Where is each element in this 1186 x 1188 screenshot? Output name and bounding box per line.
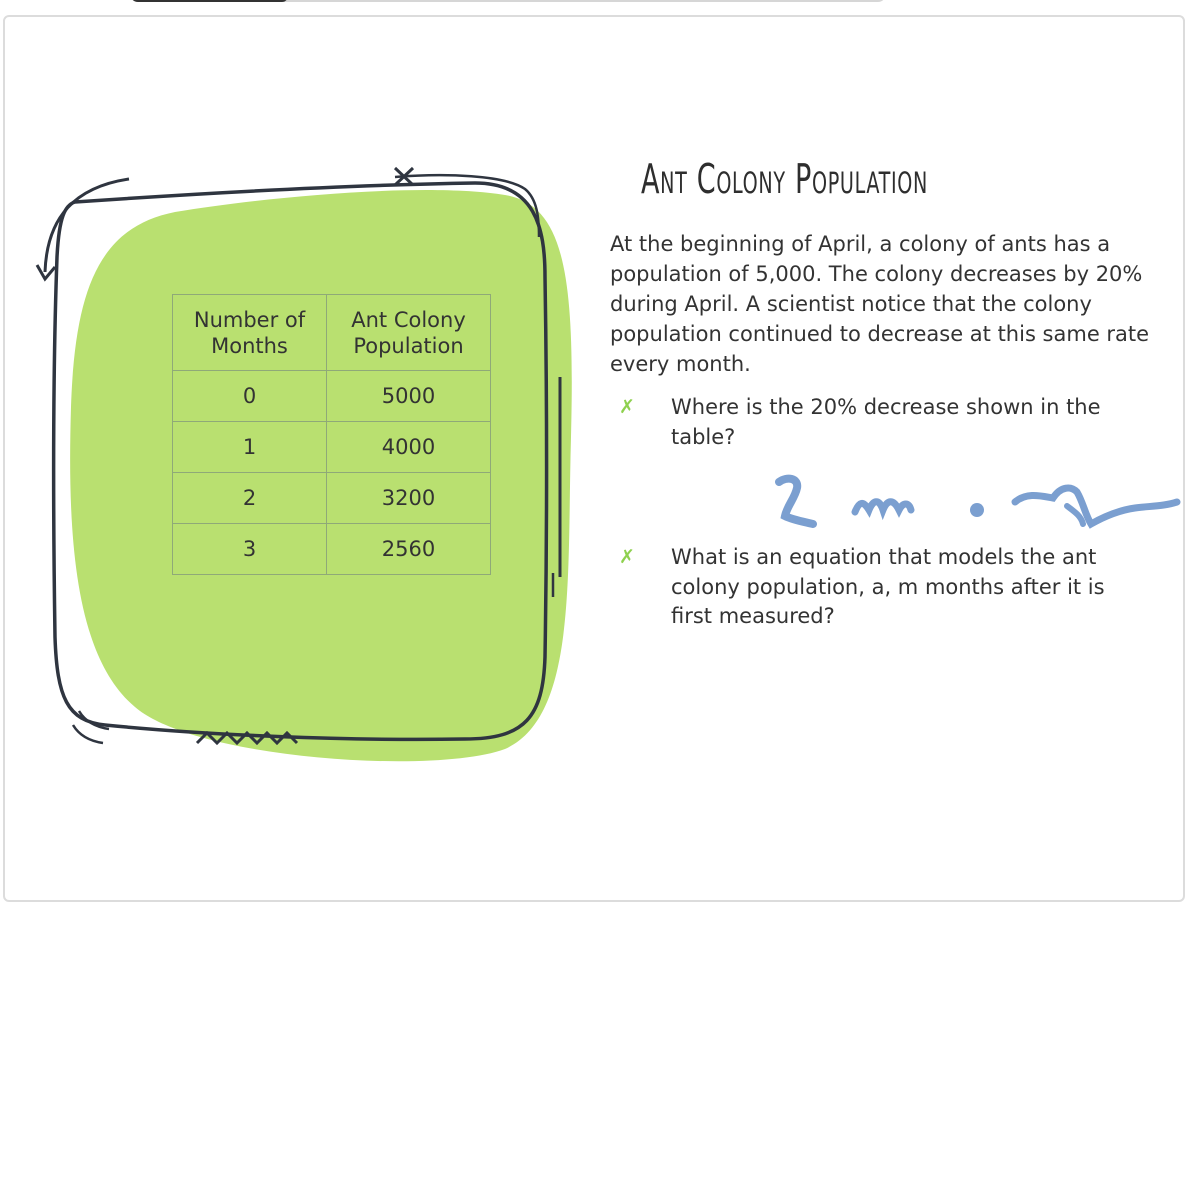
intro-paragraph: At the beginning of April, a colony of ants has a population of 5,000. The colony decreases by 20% during April. A scientist notice that the colony population continued to decrease at this same rate every month. bbox=[610, 232, 1150, 376]
table-header-row bbox=[173, 295, 491, 371]
top-tab-active[interactable] bbox=[130, 0, 288, 2]
cell-population: 2560 bbox=[327, 524, 491, 575]
table-row bbox=[173, 422, 491, 473]
cell-months: 1 bbox=[173, 422, 327, 473]
cell-months: 2 bbox=[173, 473, 327, 524]
question-text: What is an equation that models the ant colony population, a, m months after it is first measured? bbox=[671, 545, 1105, 628]
table-row bbox=[173, 524, 491, 575]
cell-population: 3200 bbox=[327, 473, 491, 524]
header-months: Number of Months bbox=[173, 295, 327, 371]
cell-population: 5000 bbox=[327, 371, 491, 422]
question-item bbox=[619, 393, 1139, 452]
handwritten-annotation bbox=[765, 472, 1185, 552]
table-row bbox=[173, 473, 491, 524]
x-bullet-icon: ✗ bbox=[619, 546, 635, 568]
cell-population: 4000 bbox=[327, 422, 491, 473]
question-text: Where is the 20% decrease shown in the table? bbox=[671, 395, 1101, 449]
cell-months: 0 bbox=[173, 371, 327, 422]
cell-months: 3 bbox=[173, 524, 327, 575]
slide-title: Ant Colony Population bbox=[641, 155, 928, 203]
data-table bbox=[172, 294, 491, 575]
x-bullet-icon: ✗ bbox=[619, 396, 635, 418]
table-row bbox=[173, 371, 491, 422]
question-item bbox=[619, 543, 1139, 632]
header-population: Ant Colony Population bbox=[327, 295, 491, 371]
slide bbox=[3, 15, 1185, 902]
